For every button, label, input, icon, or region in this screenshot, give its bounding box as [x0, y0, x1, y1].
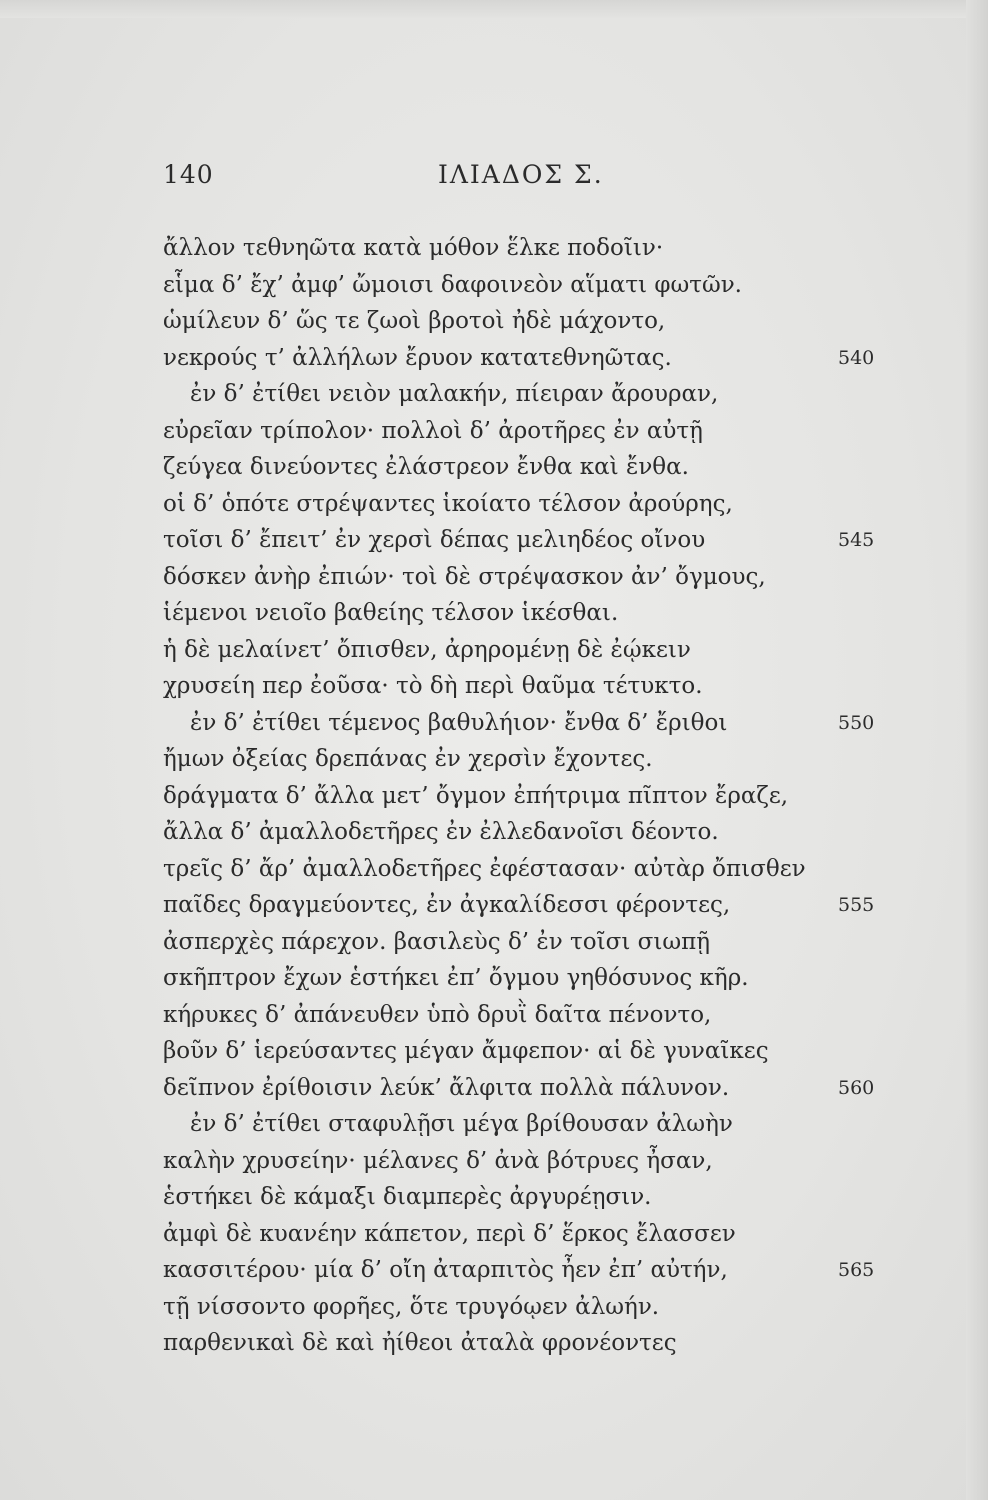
verse-text: ἐν δ’ ἐτίθει σταφυλῇσι μέγα βρίθουσαν ἀλωὴν: [190, 1111, 733, 1137]
verse-text: νεκρούς τ’ ἀλλήλων ἔρυον κατατεθνηῶτας.: [163, 344, 672, 371]
verse-text: χρυσείη περ ἐοῦσα· τὸ δὴ περὶ θαῦμα τέτυκτο.: [163, 673, 703, 699]
line-number: 540: [838, 346, 875, 369]
verse-text: κασσιτέρου· μία δ’ οἴη ἀταρπιτὸς ἦεν ἐπ’ αὐτήν,: [163, 1257, 728, 1283]
verse-text: δόσκεν ἀνὴρ ἐπιών· τοὶ δὲ στρέψασκον ἀν’ ὄγμους,: [163, 563, 766, 590]
verse-text: κήρυκες δ’ ἀπάνευθεν ὑπὸ δρυῒ δαῖτα πένοντο,: [163, 1001, 712, 1028]
verse-text: παῖδες δραγμεύοντες, ἐν ἀγκαλίδεσσι φέροντες,: [163, 892, 731, 918]
verse-text: ζεύγεα δινεύοντες ἐλάστρεον ἔνθα καὶ ἔνθα.: [163, 454, 689, 480]
page-header: [0, 160, 988, 196]
page-number: 140: [163, 160, 214, 189]
verse-text: σκῆπτρον ἔχων ἑστήκει ἐπ’ ὄγμου γηθόσυνος κῆρ.: [163, 965, 749, 991]
verse-text: ἱέμενοι νειοῖο βαθείης τέλσον ἱκέσθαι.: [163, 600, 619, 626]
verse-text: ἄλλον τεθνηῶτα κατὰ μόθον ἕλκε ποδοῖιν·: [163, 235, 664, 261]
verse-line: [0, 778, 988, 815]
verse-line: [0, 1106, 988, 1143]
verse-line: [0, 705, 988, 742]
verse-text: οἱ δ’ ὁπότε στρέψαντες ἱκοίατο τέλσον ἀρούρης,: [163, 490, 733, 517]
verse-line: [0, 851, 988, 888]
verse-line: [0, 595, 988, 632]
verse-line: [0, 741, 988, 778]
verse-text: ἡ δὲ μελαίνετ’ ὄπισθεν, ἀρηρομένῃ δὲ ἐῴκειν: [163, 636, 691, 663]
verse-text: τρεῖς δ’ ἄρ’ ἀμαλλοδετῆρες ἐφέστασαν· αὐτὰρ ὄπισθεν: [163, 855, 806, 882]
verse-line: [0, 522, 988, 559]
verse-line: [0, 413, 988, 450]
page-top-edge: [0, 0, 988, 18]
verse-line: [0, 632, 988, 669]
verse-line: [0, 887, 988, 924]
line-number: 565: [838, 1259, 875, 1281]
verse-text: ἑστήκει δὲ κάμαξι διαμπερὲς ἀργυρέῃσιν.: [163, 1184, 652, 1210]
verse-line: [0, 1179, 988, 1216]
line-number: 550: [838, 711, 875, 734]
verse-text: δράγματα δ’ ἄλλα μετ’ ὄγμον ἐπήτριμα πῖπτον ἔραζε,: [163, 782, 789, 809]
verse-line: [0, 997, 988, 1034]
verse-text: ἐν δ’ ἐτίθει νειὸν μαλακήν, πίειραν ἄρουραν,: [190, 381, 719, 407]
verse-line: [0, 814, 988, 851]
verse-line: [0, 668, 988, 705]
line-number: 560: [838, 1076, 875, 1099]
verse-text: βοῦν δ’ ἱερεύσαντες μέγαν ἄμφεπον· αἱ δὲ γυναῖκες: [163, 1038, 769, 1064]
verse-line: [0, 960, 988, 997]
verse-text: ὡμίλευν δ’ ὥς τε ζωοὶ βροτοὶ ἠδὲ μάχοντο,: [163, 308, 666, 334]
verse-text: εἷμα δ’ ἔχ’ ἀμφ’ ὤμοισι δαφοινεὸν αἵματι φωτῶν.: [163, 271, 742, 298]
verse-line: [0, 559, 988, 596]
verse-line: [0, 376, 988, 413]
verse-block: [0, 230, 988, 1362]
verse-text: ἀσπερχὲς πάρεχον. βασιλεὺς δ’ ἐν τοῖσι σιωπῇ: [163, 928, 711, 955]
verse-line: [0, 1070, 988, 1107]
verse-text: τοῖσι δ’ ἔπειτ’ ἐν χερσὶ δέπας μελιηδέος οἴνου: [163, 527, 706, 553]
verse-line: [0, 1216, 988, 1253]
verse-text: δεῖπνον ἐρίθοισιν λεύκ’ ἄλφιτα πολλὰ πάλυνον.: [163, 1074, 730, 1101]
verse-text: ἄλλα δ’ ἀμαλλοδετῆρες ἐν ἐλλεδανοῖσι δέοντο.: [163, 819, 719, 845]
verse-line: [0, 340, 988, 377]
verse-text: ἤμων ὀξείας δρεπάνας ἐν χερσὶν ἔχοντες.: [163, 746, 653, 772]
running-title: ΙΛΙΑΔΟΣ Σ.: [438, 160, 604, 189]
verse-line: [0, 449, 988, 486]
verse-text: ἐν δ’ ἐτίθει τέμενος βαθυλήιον· ἔνθα δ’ ἔριθοι: [190, 709, 728, 736]
verse-line: [0, 486, 988, 523]
verse-line: [0, 230, 988, 267]
verse-line: [0, 303, 988, 340]
verse-text: εὐρεῖαν τρίπολον· πολλοὶ δ’ ἀροτῆρες ἐν αὐτῇ: [163, 417, 703, 444]
verse-text: ἀμφὶ δὲ κυανέην κάπετον, περὶ δ’ ἕρκος ἔλασσεν: [163, 1220, 736, 1247]
verse-text: τῇ νίσσοντο φορῆες, ὅτε τρυγόῳεν ἀλωήν.: [163, 1293, 660, 1320]
verse-line: [0, 1252, 988, 1289]
line-number: 545: [838, 529, 875, 551]
verse-line: [0, 924, 988, 961]
line-number: 555: [838, 894, 875, 916]
verse-line: [0, 1289, 988, 1326]
verse-line: [0, 1033, 988, 1070]
verse-text: καλὴν χρυσείην· μέλανες δ’ ἀνὰ βότρυες ἦσαν,: [163, 1147, 713, 1174]
verse-line: [0, 1325, 988, 1362]
verse-line: [0, 267, 988, 304]
verse-text: παρθενικαὶ δὲ καὶ ἠίθεοι ἀταλὰ φρονέοντες: [163, 1330, 677, 1356]
verse-line: [0, 1143, 988, 1180]
